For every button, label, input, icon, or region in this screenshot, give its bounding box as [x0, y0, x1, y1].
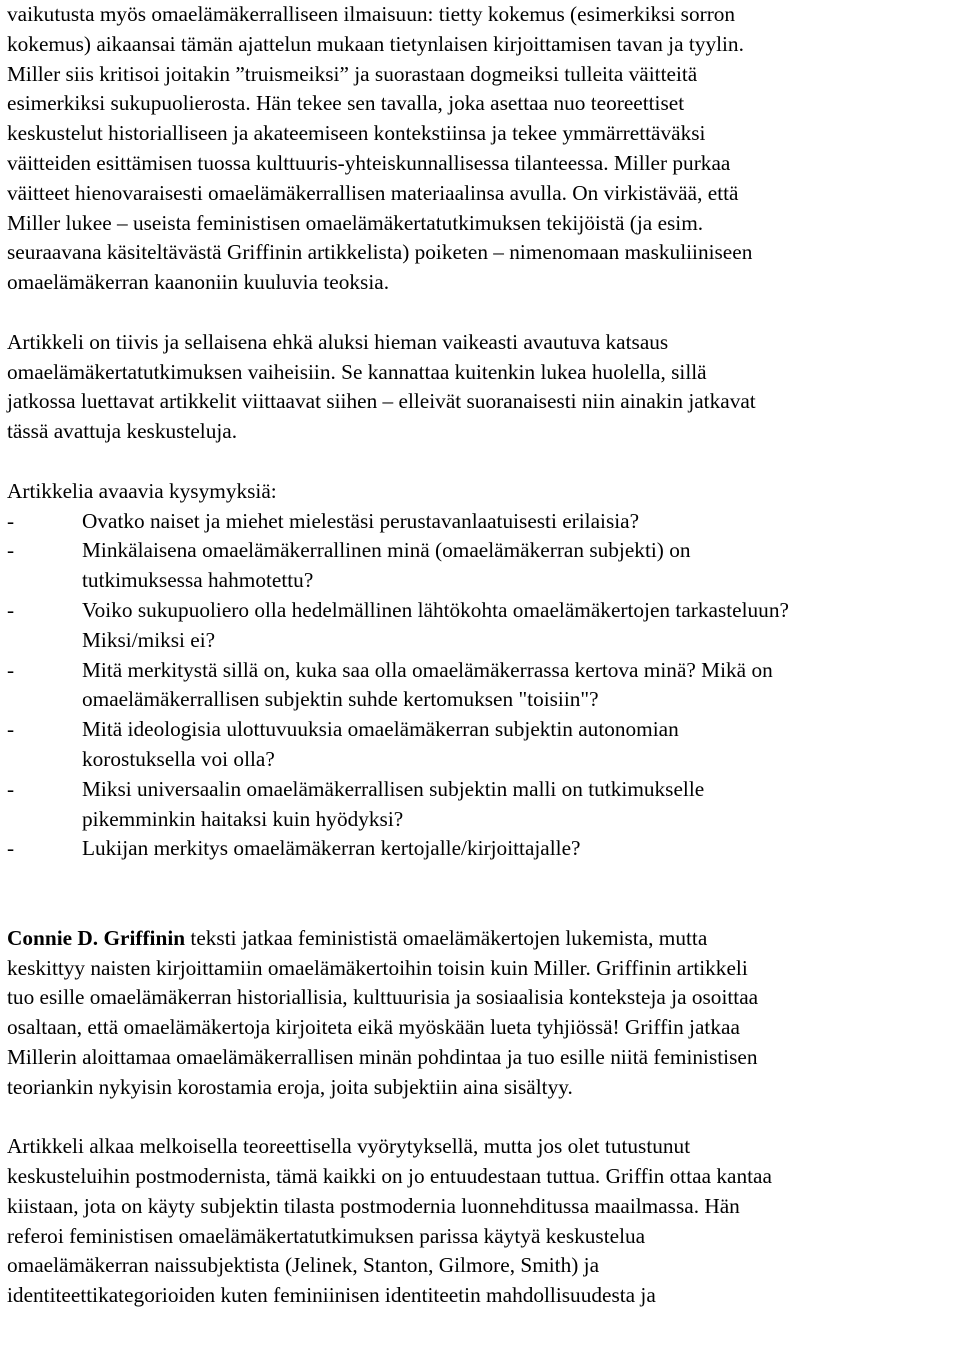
paragraph-griffin-intro [7, 924, 957, 1103]
bullet-dash: - [7, 508, 15, 533]
text-line: esimerkiksi sukupuolierosta. Hän tekee sen tavalla, joka asettaa nuo teoreettiset [7, 91, 685, 116]
question-text: Mitä merkitystä sillä on, kuka saa olla omaelämäkerrassa kertova minä? Mikä on [82, 657, 773, 682]
bullet-dash: - [7, 597, 15, 622]
question-text-continued: tutkimuksessa hahmotettu? [82, 568, 314, 593]
text-line: osaltaan, että omaelämäkertoja kirjoiteta eikä myöskään lueta tyhjiössä! Griffin jatkaa [7, 1015, 740, 1040]
text-line: väitteet hienovaraisesti omaelämäkerrallisen materiaalinsa avulla. On virkistävää, että [7, 180, 739, 205]
question-item [7, 536, 957, 596]
text-line: omaelämäkertatutkimuksen vaiheisiin. Se kannattaa kuitenkin lukea huolella, sillä [7, 359, 707, 384]
author-name: Connie D. Griffinin [7, 925, 186, 950]
text-line: vaikutusta myös omaelämäkerralliseen ilmaisuun: tietty kokemus (esimerkiksi sorron [7, 2, 736, 26]
section-spacer [7, 864, 957, 924]
question-text: Ovatko naiset ja miehet mielestäsi perustavanlaatuisesti erilaisia? [82, 508, 640, 533]
text-line: väitteiden esittämisen tuossa kulttuuris-yhteiskunnallisessa tilanteessa. Miller purkaa [7, 150, 731, 175]
question-text-continued: omaelämäkerrallisen subjektin suhde kertomuksen "toisiin"? [82, 687, 599, 712]
text-line: Miller siis kritisoi joitakin ”truismeiksi” ja suorastaan dogmeiksi tulleita väitteitä [7, 61, 698, 86]
paragraph-spacer [7, 298, 957, 328]
paragraph-griffin-theory [7, 1132, 957, 1311]
text-line: teoriankin nykyisin korostamia eroja, joita subjektiin aina sisältyy. [7, 1074, 573, 1099]
bullet-dash: - [7, 717, 15, 742]
question-item [7, 775, 957, 835]
paragraph-miller-critique [7, 0, 957, 298]
text-line: Millerin aloittamaa omaelämäkerrallisen minän pohdintaa ja tuo esille niitä feministisen [7, 1044, 758, 1069]
question-text: Miksi universaalin omaelämäkerrallisen subjektin malli on tutkimukselle [82, 776, 705, 801]
text-line: Artikkeli alkaa melkoisella teoreettisella vyörytyksellä, mutta jos olet tutustunut [7, 1134, 691, 1159]
questions-section [7, 477, 957, 864]
text-line: Miller lukee – useista feministisen omaelämäkertatutkimuksen tekijöistä (ja esim. [7, 210, 704, 235]
text-line: Artikkeli on tiivis ja sellaisena ehkä aluksi hieman vaikeasti avautuva katsaus [7, 329, 669, 354]
question-text-continued: korostuksella voi olla? [82, 746, 275, 771]
text-line: keskustelut historialliseen ja akateemiseen kontekstiinsa ja tekee ymmärrettäväksi [7, 121, 706, 146]
text-line: seuraavana käsiteltävästä Griffinin artikkelista) poiketen – nimenomaan maskuliiniseen [7, 240, 753, 265]
bullet-dash: - [7, 657, 15, 682]
questions-heading: Artikkelia avaavia kysymyksiä: [7, 478, 277, 503]
paragraph-spacer [7, 447, 957, 477]
paragraph-article-overview [7, 328, 957, 447]
question-item [7, 834, 957, 864]
question-text-continued: pikemminkin haitaksi kuin hyödyksi? [82, 806, 404, 831]
bullet-dash: - [7, 836, 15, 861]
question-item [7, 507, 957, 537]
text-line: kokemus) aikaansai tämän ajattelun mukaan tietynlaisen kirjoittamisen tavan ja tyylin. [7, 31, 744, 56]
text-span: teksti jatkaa feminististä omaelämäkertojen lukemista, mutta [185, 925, 708, 950]
text-line: keskittyy naisten kirjoittamiin omaelämäkertoihin toisin kuin Miller. Griffinin artikkeli [7, 955, 748, 980]
question-item [7, 596, 957, 656]
question-item [7, 715, 957, 775]
text-line: kiistaan, jota on käyty subjektin tilasta postmodernia luonnehditussa maailmassa. Hän [7, 1193, 740, 1218]
question-text-continued: Miksi/miksi ei? [82, 627, 216, 652]
question-text: Minkälaisena omaelämäkerrallinen minä (omaelämäkerran subjekti) on [82, 538, 691, 563]
text-line: referoi feministisen omaelämäkertatutkimuksen parissa käytyä keskustelua [7, 1223, 646, 1248]
document-page [7, 0, 957, 1311]
question-item [7, 656, 957, 716]
text-line [7, 924, 957, 954]
text-line: keskusteluihin postmodernista, tämä kaikki on jo entuudestaan tuttua. Griffin ottaa kantaa [7, 1164, 772, 1189]
text-line: omaelämäkerran kaanoniin kuuluvia teoksia. [7, 270, 390, 295]
text-line: tuo esille omaelämäkerran historiallisia, kulttuurisia ja sosiaalisia konteksteja ja osoittaa [7, 985, 759, 1010]
text-line: identiteettikategorioiden kuten feminiinisen identiteetin mahdollisuudesta ja [7, 1283, 656, 1308]
text-line: jatkossa luettavat artikkelit viittaavat siihen – elleivät suoranaisesti niin ainakin jatkavat [7, 389, 756, 414]
bullet-dash: - [7, 538, 15, 563]
question-text: Voiko sukupuoliero olla hedelmällinen lähtökohta omaelämäkertojen tarkasteluun? [82, 597, 789, 622]
text-line: tässä avattuja keskusteluja. [7, 419, 238, 444]
text-line: omaelämäkerran naissubjektista (Jelinek, Stanton, Gilmore, Smith) ja [7, 1253, 600, 1278]
paragraph-spacer [7, 1102, 957, 1132]
bullet-dash: - [7, 776, 15, 801]
question-text: Mitä ideologisia ulottuvuuksia omaelämäkerran subjektin autonomian [82, 717, 679, 742]
question-text: Lukijan merkitys omaelämäkerran kertojalle/kirjoittajalle? [82, 836, 581, 861]
